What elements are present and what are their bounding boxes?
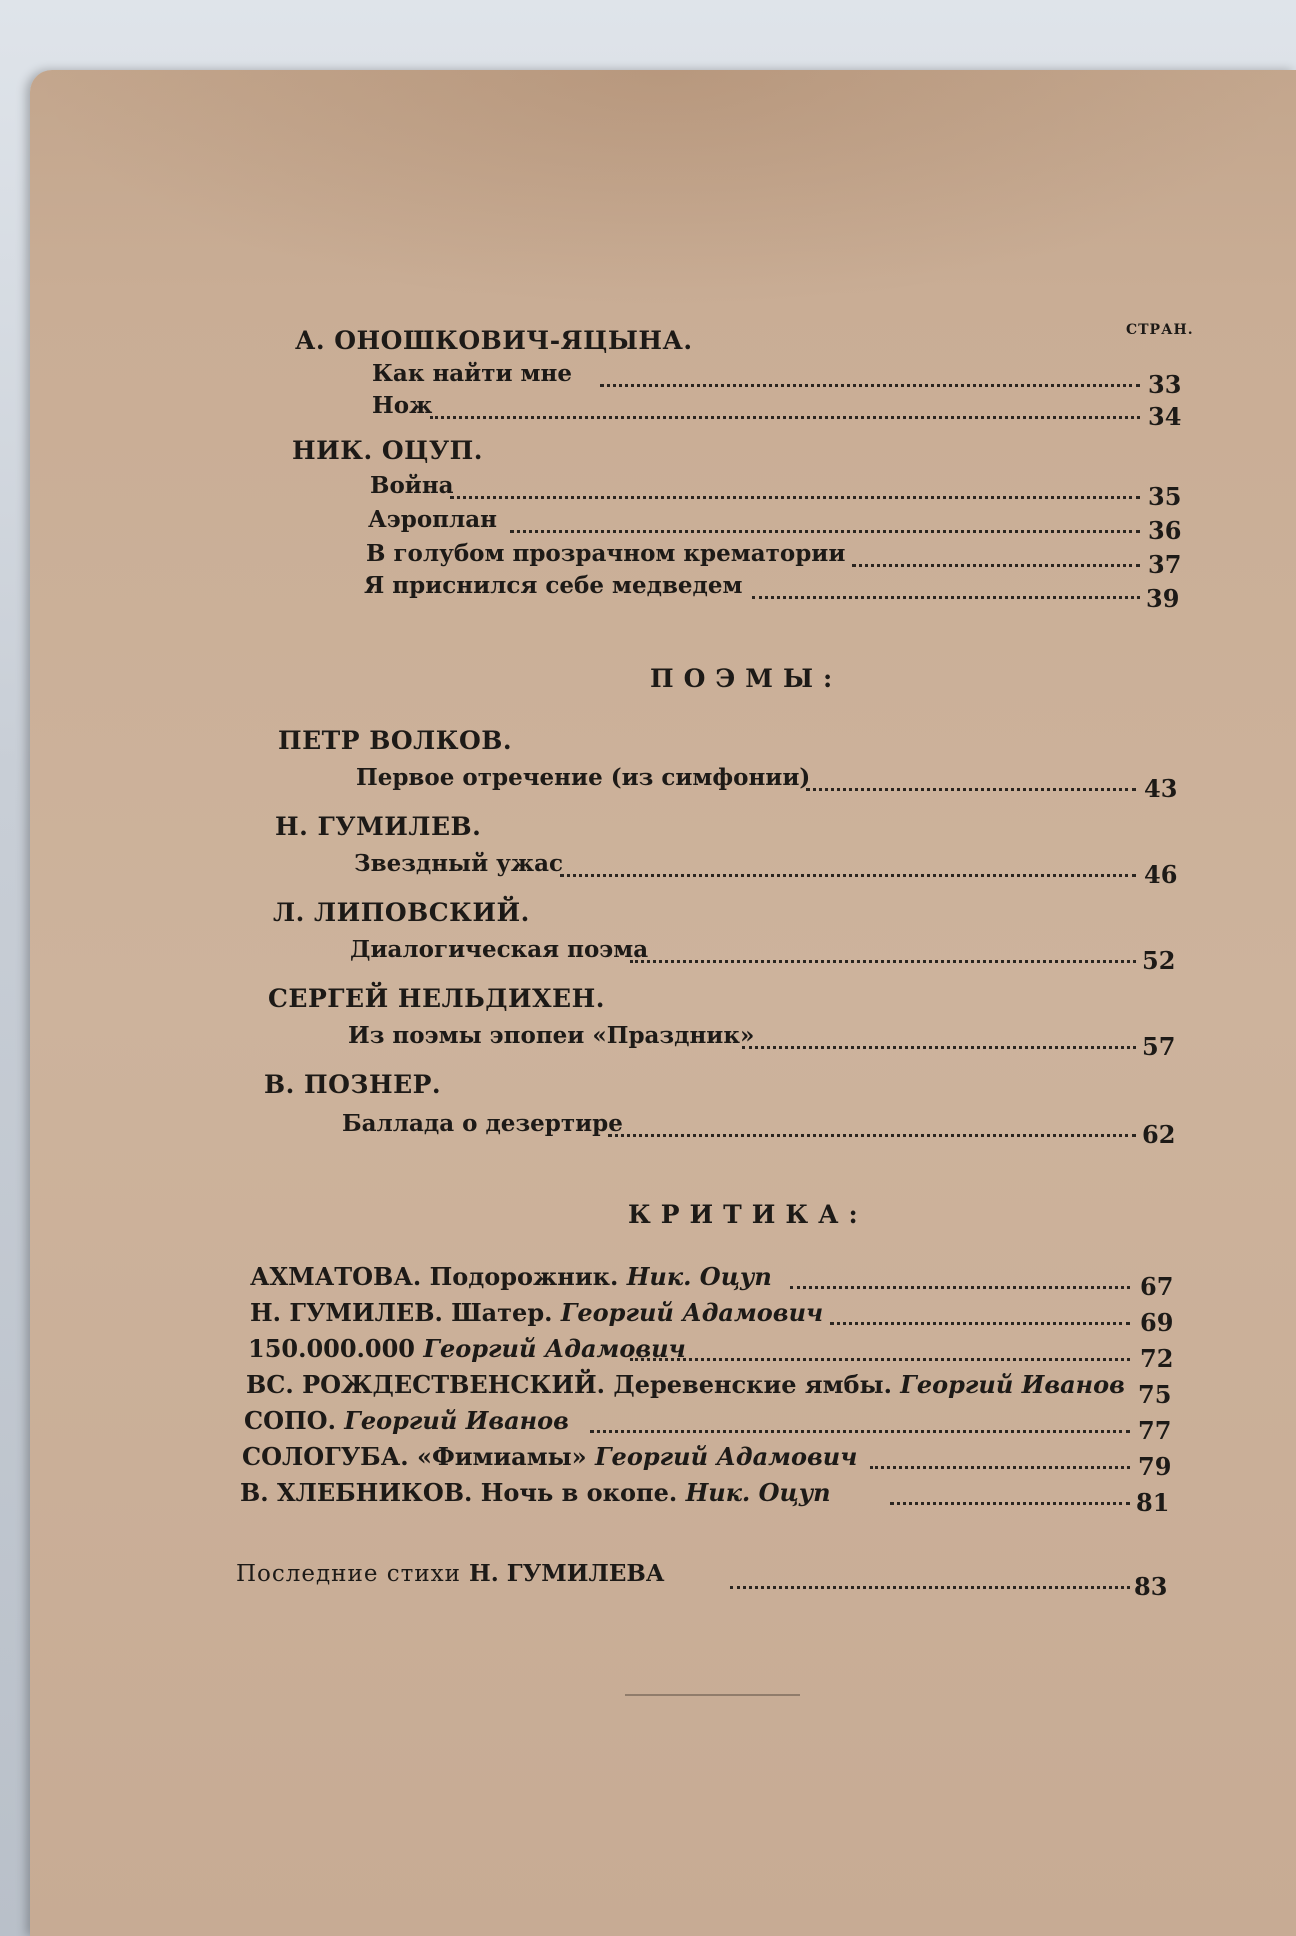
page-number: 67 (1140, 1272, 1174, 1301)
reviewer-name: Георгий Адамович (423, 1334, 686, 1363)
work-title: Звездный ужас (354, 850, 564, 877)
author-heading: НИК. ОЦУП. (292, 436, 483, 465)
final-prefix: Последние стихи (236, 1561, 461, 1587)
review-entry (240, 1478, 831, 1507)
book-page (30, 70, 1296, 1936)
reviewer-name: Георгий Адамович (560, 1298, 824, 1327)
review-subject: АХМАТОВА. Подорожник. (250, 1262, 619, 1291)
review-entry (250, 1298, 823, 1327)
final-entry (236, 1560, 665, 1587)
author-heading: Н. ГУМИЛЕВ. (275, 812, 482, 841)
dot-leader (890, 1500, 1130, 1505)
page-number: 81 (1136, 1488, 1170, 1517)
review-entry (250, 1262, 772, 1291)
page-number: 46 (1144, 860, 1178, 889)
page-number: 83 (1134, 1572, 1168, 1601)
page-number: 57 (1142, 1032, 1176, 1061)
author-heading: В. ПОЗНЕР. (264, 1070, 442, 1099)
review-entry (246, 1370, 1125, 1399)
section-heading-critique: КРИТИКА: (628, 1200, 868, 1229)
page-number: 62 (1142, 1120, 1176, 1149)
review-entry (248, 1334, 686, 1363)
author-heading: А. ОНОШКОВИЧ-ЯЦЫНА. (295, 326, 693, 355)
page-number: 37 (1148, 550, 1182, 579)
author-heading: Л. ЛИПОВСКИЙ. (273, 898, 530, 927)
dot-leader (608, 1132, 1136, 1137)
dot-leader (742, 1044, 1136, 1049)
page-number: 79 (1138, 1452, 1172, 1481)
table-of-contents (30, 70, 1296, 1936)
page-number: 52 (1142, 946, 1176, 975)
dot-leader (590, 1428, 1130, 1433)
reviewer-name: Георгий Иванов (900, 1370, 1125, 1399)
work-title: Как найти мне (372, 360, 573, 387)
dot-leader (450, 494, 1140, 499)
reviewer-name: Ник. Оцуп (685, 1478, 831, 1507)
dot-leader (870, 1464, 1130, 1469)
author-heading: СЕРГЕЙ НЕЛЬДИХЕН. (268, 984, 605, 1013)
work-title: Баллада о дезертире (342, 1110, 623, 1137)
page-number: 35 (1148, 482, 1182, 511)
work-title: В голубом прозрачном крематории (366, 540, 846, 567)
reviewer-name: Георгий Адамович (594, 1442, 858, 1471)
reviewer-name: Ник. Оцуп (626, 1262, 772, 1291)
review-entry (244, 1406, 569, 1435)
work-title: Война (370, 472, 454, 499)
page-number: 77 (1138, 1416, 1172, 1445)
dot-leader (600, 382, 1140, 387)
dot-leader (806, 786, 1136, 791)
page-number: 72 (1140, 1344, 1174, 1373)
review-subject: Н. ГУМИЛЕВ. Шатер. (250, 1298, 553, 1327)
review-subject: СОЛОГУБА. «Фимиамы» (242, 1442, 587, 1471)
dot-leader (830, 1320, 1130, 1325)
dot-leader (730, 1584, 1130, 1589)
dot-leader (510, 528, 1140, 533)
end-divider (625, 1694, 800, 1696)
page-column-header: СТРАН. (1126, 322, 1194, 338)
final-subject: Н. ГУМИЛЕВА (469, 1560, 665, 1587)
dot-leader (630, 958, 1136, 963)
work-title: Я приснился себе медведем (364, 572, 743, 599)
dot-leader (630, 1356, 1130, 1361)
review-entry (242, 1442, 857, 1471)
section-heading-poems: ПОЭМЫ: (650, 664, 843, 693)
page-number: 69 (1140, 1308, 1174, 1337)
work-title: Аэроплан (368, 506, 497, 533)
dot-leader (560, 872, 1136, 877)
work-title: Нож (372, 392, 433, 419)
review-subject: В. ХЛЕБНИКОВ. Ночь в окопе. (240, 1478, 678, 1507)
page-number: 39 (1146, 584, 1180, 613)
dot-leader (790, 1284, 1130, 1289)
author-heading: ПЕТР ВОЛКОВ. (278, 726, 513, 755)
review-subject: СОПО. (244, 1406, 336, 1435)
work-title: Первое отречение (из симфонии) (356, 764, 811, 791)
page-number: 43 (1144, 774, 1178, 803)
dot-leader (752, 594, 1140, 599)
page-number: 75 (1138, 1380, 1172, 1409)
work-title: Из поэмы эпопеи «Праздник» (348, 1022, 755, 1049)
page-number: 33 (1148, 370, 1182, 399)
work-title: Диалогическая поэма (350, 936, 649, 963)
review-subject: ВС. РОЖДЕСТВЕНСКИЙ. Деревенские ямбы. (246, 1370, 892, 1399)
dot-leader (852, 562, 1140, 567)
page-number: 34 (1148, 402, 1182, 431)
reviewer-name: Георгий Иванов (344, 1406, 569, 1435)
review-subject: 150.000.000 (248, 1334, 416, 1363)
dot-leader (430, 414, 1140, 419)
page-number: 36 (1148, 516, 1182, 545)
